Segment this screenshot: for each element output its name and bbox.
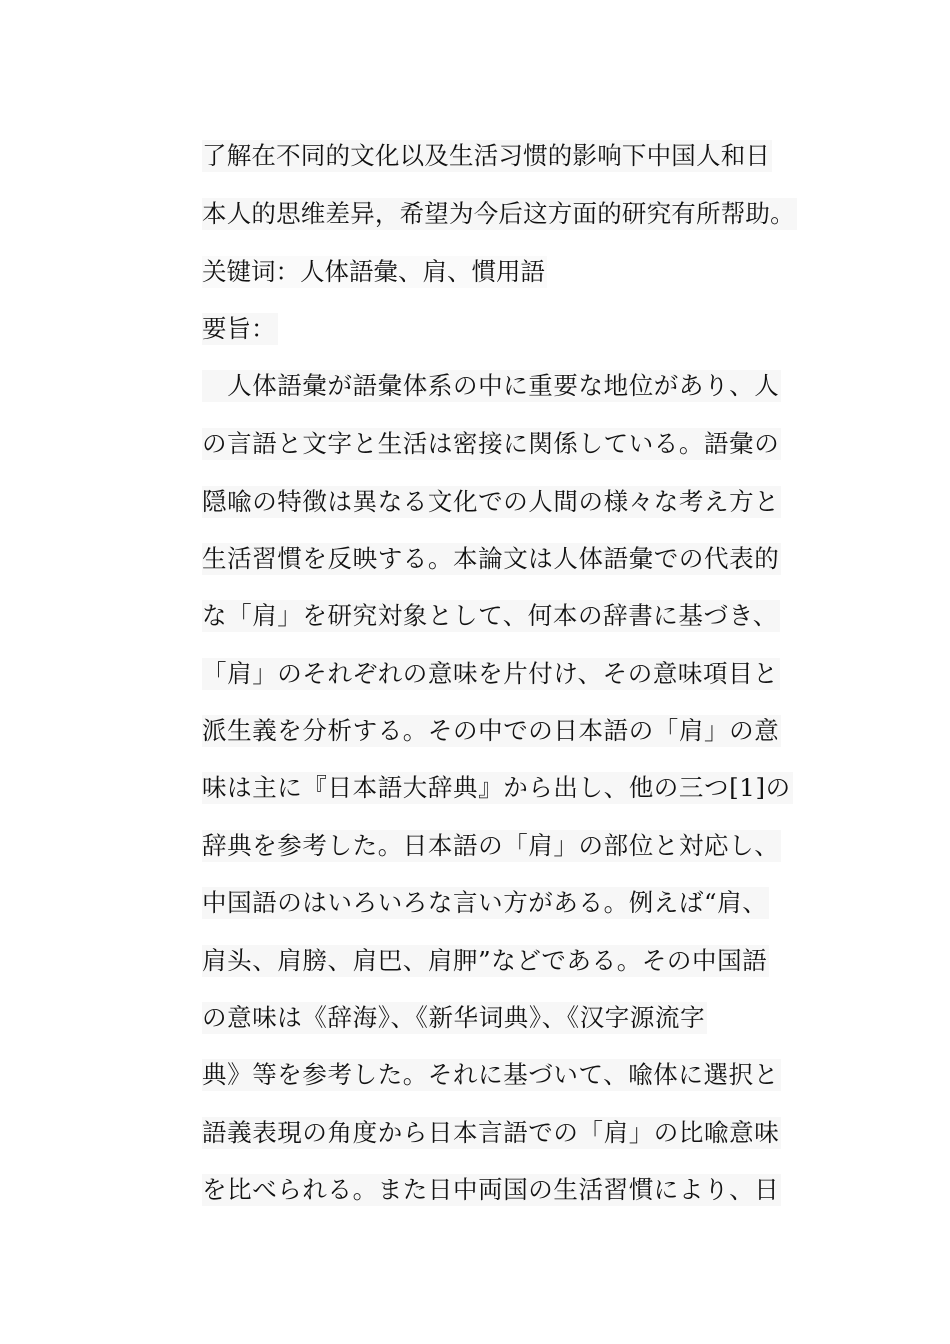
text-line: 了解在不同的文化以及生活习惯的影响下中国人和日 xyxy=(202,141,771,170)
text-line: 生活習慣を反映する。本論文は人体語彙での代表的 xyxy=(202,544,780,573)
text-line: の言語と文字と生活は密接に関係している。語彙の xyxy=(202,429,780,458)
text-line: な「肩」を研究対象として、何本の辞書に基づき、 xyxy=(202,601,778,630)
text-line: 辞典を参考した。日本語の「肩」の部位と対応し、 xyxy=(202,831,780,860)
text-line: 語義表現の角度から日本言語での「肩」の比喩意味 xyxy=(202,1118,780,1147)
text-line: の意味は《辞海》、《新华词典》、《汉字源流字 xyxy=(202,1003,706,1032)
text-line: 隠喩の特徴は異なる文化での人間の様々な考え方と xyxy=(202,487,780,516)
text-line: 典》等を参考した。それに基づいて、喩体に選択と xyxy=(202,1060,779,1089)
text-line: 「肩」のそれぞれの意味を片付け、その意味項目と xyxy=(202,659,779,688)
text-line: 人体語彙が語彙体系の中に重要な地位があり、人 xyxy=(202,371,780,400)
text-line: 肩头、肩膀、肩巴、肩胛”などである。その中国語 xyxy=(202,946,768,975)
text-line: 本人的思维差异，希望为今后这方面的研究有所帮助。 xyxy=(202,199,795,228)
text-line: 味は主に『日本語大辞典』から出し、他の三つ[1]の xyxy=(202,773,791,802)
text-line: 中国語のはいろいろな言い方がある。例えば“肩、 xyxy=(202,888,768,917)
text-line: 派生義を分析する。その中での日本語の「肩」の意 xyxy=(202,716,780,745)
keywords-line: 关键词：人体語彙、肩、慣用語 xyxy=(202,257,545,286)
text-line: を比べられる。また日中両国の生活習慣により、日 xyxy=(202,1175,780,1204)
abstract-heading: 要旨： xyxy=(202,314,276,343)
